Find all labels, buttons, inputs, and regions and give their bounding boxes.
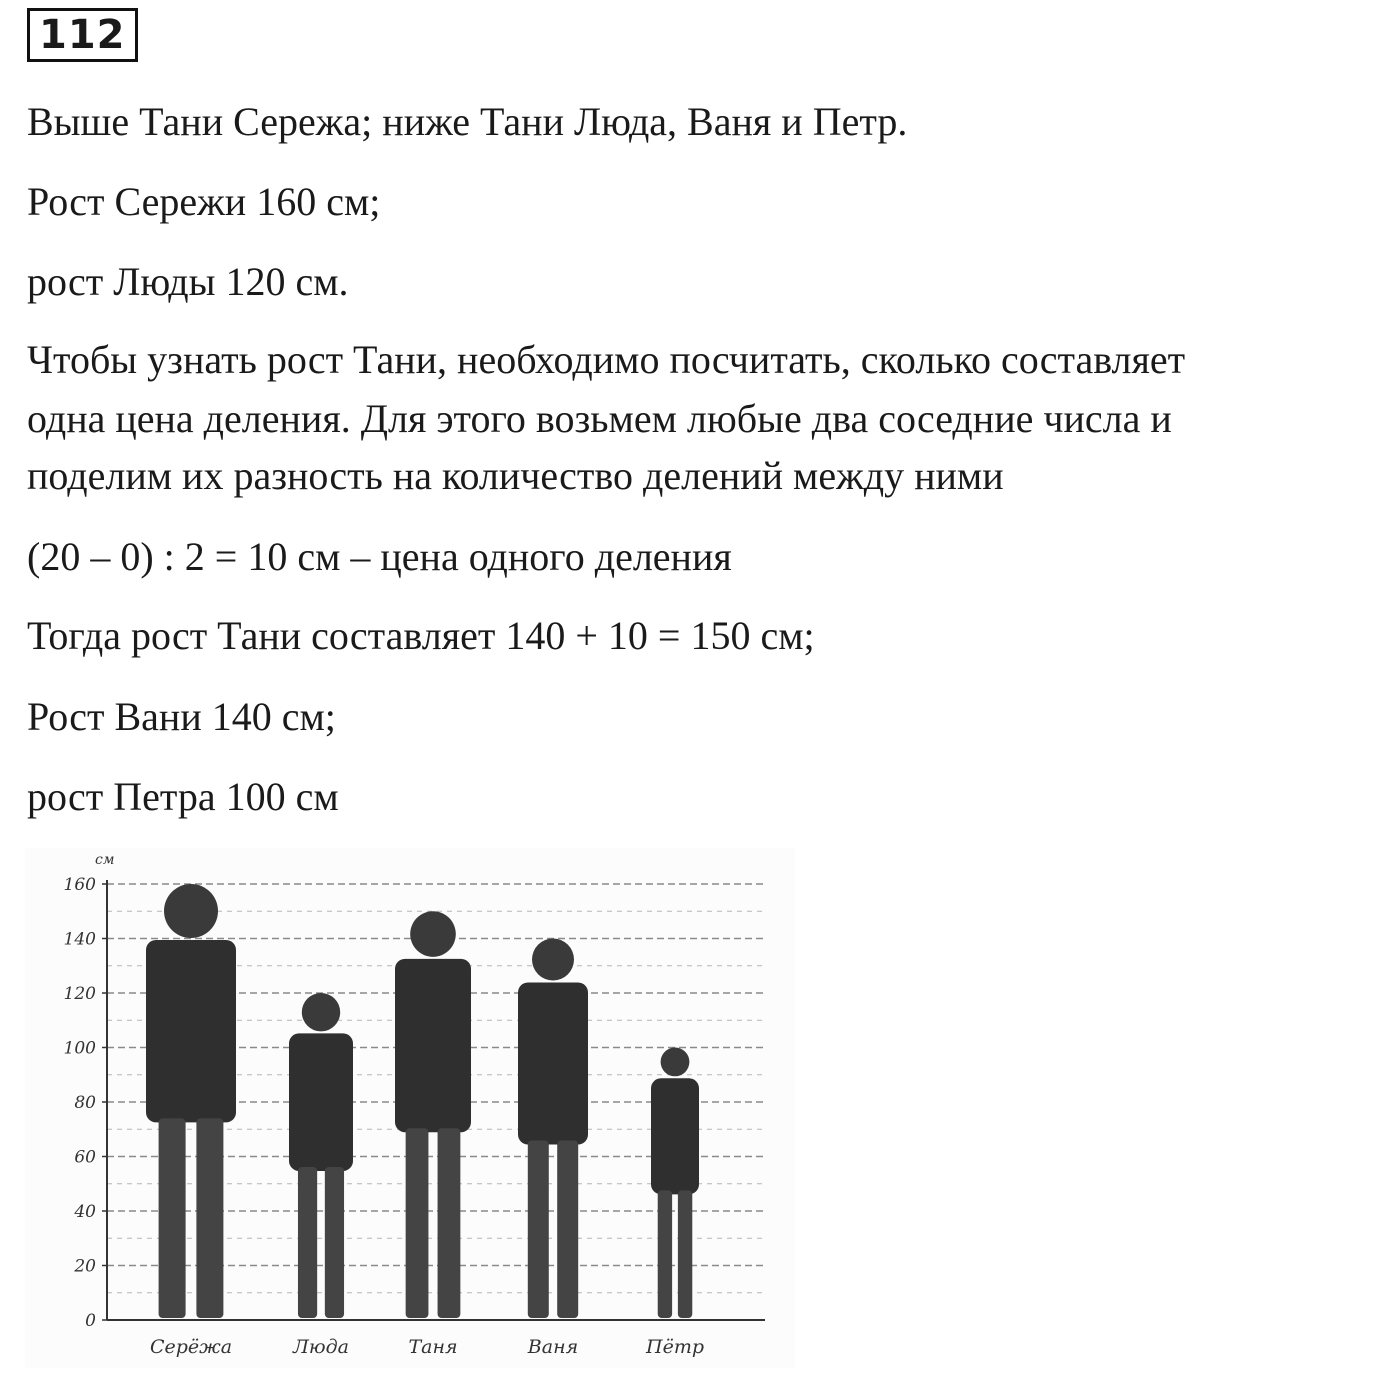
paragraph-4-line-2: одна цена деления. Для этого возьмем любые два соседние числа и bbox=[27, 396, 1172, 441]
paragraph-6: Тогда рост Тани составляет 140 + 10 = 150 см; bbox=[27, 613, 815, 658]
y-tick-label: 80 bbox=[74, 1093, 96, 1113]
y-tick-label: 100 bbox=[63, 1038, 96, 1059]
y-tick-label: 40 bbox=[74, 1202, 96, 1222]
height-chart bbox=[25, 848, 795, 1368]
y-tick-label: 120 bbox=[63, 984, 96, 1004]
y-tick-label: 20 bbox=[74, 1256, 96, 1277]
paragraph-8: рост Петра 100 см bbox=[27, 774, 339, 819]
paragraph-4-line-1: Чтобы узнать рост Тани, необходимо посчитать, сколько составляет bbox=[27, 337, 1186, 382]
paragraph-4-line-3: поделим их разность на количество делений между ними bbox=[27, 453, 1004, 498]
y-tick-label: 60 bbox=[74, 1147, 96, 1168]
person-name-label: Серёжа bbox=[149, 1336, 233, 1358]
person-bar bbox=[395, 911, 471, 1318]
paragraph-5: (20 – 0) : 2 = 10 см – цена одного деления bbox=[27, 534, 732, 579]
person-bar bbox=[289, 993, 353, 1318]
y-tick-label: 140 bbox=[63, 929, 96, 950]
paragraph-2: Рост Сережи 160 см; bbox=[27, 179, 381, 224]
paragraph-7: Рост Вани 140 см; bbox=[27, 694, 336, 739]
person-name-label: Пётр bbox=[646, 1336, 704, 1358]
unit-label: см bbox=[95, 852, 115, 868]
paragraph-3: рост Люды 120 см. bbox=[27, 259, 349, 304]
paragraph-1: Выше Тани Сережа; ниже Тани Люда, Ваня и Петр. bbox=[27, 99, 908, 144]
person-name-label: Люда bbox=[293, 1336, 349, 1358]
y-tick-label: 0 bbox=[85, 1311, 96, 1331]
person-name-label: Таня bbox=[408, 1336, 458, 1358]
person-bar bbox=[146, 884, 236, 1318]
task-number: 112 bbox=[27, 8, 138, 62]
person-name-label: Ваня bbox=[527, 1336, 579, 1358]
person-bar bbox=[651, 1048, 699, 1319]
y-tick-label: 160 bbox=[63, 875, 96, 895]
person-bar bbox=[518, 939, 588, 1319]
